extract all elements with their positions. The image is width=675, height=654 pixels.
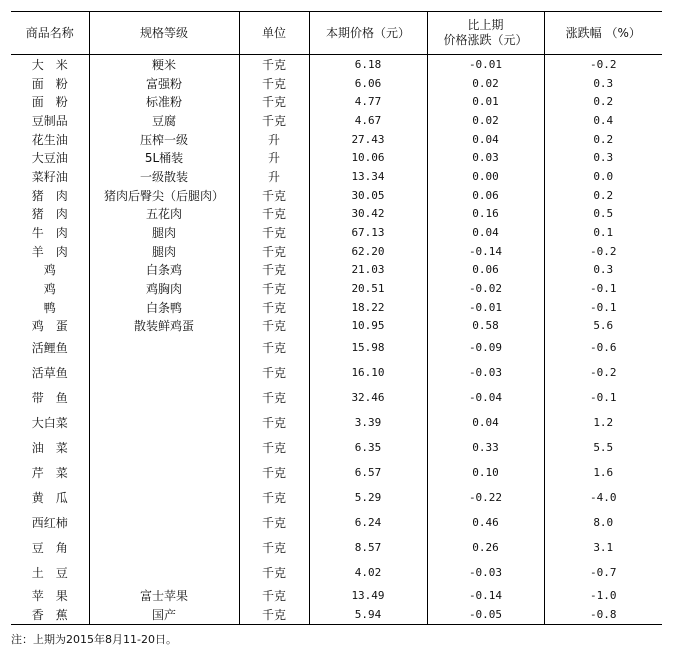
header-name: 商品名称 bbox=[11, 12, 89, 55]
table-row bbox=[11, 261, 662, 280]
cell-unit: 升 bbox=[239, 167, 309, 186]
cell-change: -0.14 bbox=[427, 242, 544, 261]
cell-name: 芹 菜 bbox=[11, 460, 89, 485]
cell-change: 0.01 bbox=[427, 92, 544, 111]
cell-price: 4.67 bbox=[309, 111, 427, 130]
table-row bbox=[11, 385, 662, 410]
cell-pct: -0.2 bbox=[590, 366, 617, 380]
cell-unit: 升 bbox=[239, 148, 309, 167]
cell-unit: 千克 bbox=[239, 242, 309, 261]
cell-unit: 千克 bbox=[239, 279, 309, 298]
table-row bbox=[11, 111, 662, 130]
cell-spec: 五花肉 bbox=[89, 205, 239, 224]
cell-pct: -0.2 bbox=[590, 57, 617, 71]
cell-name: 羊 肉 bbox=[11, 242, 89, 261]
cell-unit: 千克 bbox=[239, 111, 309, 130]
cell-pct: 0.3 bbox=[593, 151, 614, 165]
cell-spec: 豆腐 bbox=[89, 111, 239, 130]
cell-spec: 鸡胸肉 bbox=[89, 279, 239, 298]
cell-change: 0.04 bbox=[427, 130, 544, 149]
cell-price: 3.39 bbox=[309, 410, 427, 435]
cell-price: 13.49 bbox=[309, 585, 427, 605]
cell-spec: 压榨一级 bbox=[89, 130, 239, 149]
cell-change: 0.02 bbox=[427, 111, 544, 130]
cell-price: 6.18 bbox=[309, 55, 427, 74]
cell-price: 13.34 bbox=[309, 167, 427, 186]
cell-price: 8.57 bbox=[309, 535, 427, 560]
cell-price: 6.06 bbox=[309, 74, 427, 93]
cell-price: 27.43 bbox=[309, 130, 427, 149]
cell-change: 0.04 bbox=[427, 223, 544, 242]
cell-pct: 0.2 bbox=[593, 188, 614, 202]
cell-spec: 国产 bbox=[89, 605, 239, 625]
cell-name: 菜籽油 bbox=[11, 167, 89, 186]
cell-change: -0.03 bbox=[427, 360, 544, 385]
cell-pct: -0.8 bbox=[544, 605, 662, 625]
cell-change: -0.14 bbox=[427, 585, 544, 605]
footnote: 注：上期为2015年8月11-20日。 bbox=[11, 633, 177, 646]
cell-unit: 千克 bbox=[239, 535, 309, 560]
cell-change: -0.01 bbox=[427, 298, 544, 317]
table-row bbox=[11, 205, 662, 224]
table-row bbox=[11, 242, 662, 261]
cell-change: 0.06 bbox=[427, 261, 544, 280]
cell-unit: 千克 bbox=[239, 510, 309, 535]
cell-spec bbox=[89, 410, 239, 435]
cell-spec: 散装鲜鸡蛋 bbox=[89, 317, 239, 336]
cell-name: 牛 肉 bbox=[11, 223, 89, 242]
cell-spec: 一级散装 bbox=[89, 167, 239, 186]
table-row bbox=[11, 279, 662, 298]
cell-pct: 0.1 bbox=[593, 226, 614, 240]
cell-spec: 标准粉 bbox=[89, 92, 239, 111]
cell-price: 32.46 bbox=[309, 385, 427, 410]
cell-name: 面 粉 bbox=[11, 74, 89, 93]
table-row bbox=[11, 223, 662, 242]
table-row bbox=[11, 485, 662, 510]
cell-pct: 5.5 bbox=[593, 441, 614, 455]
cell-spec: 富强粉 bbox=[89, 74, 239, 93]
cell-change: 0.46 bbox=[427, 510, 544, 535]
cell-price: 15.98 bbox=[309, 335, 427, 360]
cell-price: 6.57 bbox=[309, 460, 427, 485]
cell-pct: 8.0 bbox=[593, 516, 614, 530]
cell-pct: -0.1 bbox=[590, 300, 617, 314]
cell-spec bbox=[89, 385, 239, 410]
cell-change: -0.04 bbox=[427, 385, 544, 410]
cell-change: 0.16 bbox=[427, 205, 544, 224]
table-row bbox=[11, 535, 662, 560]
table-row bbox=[11, 148, 662, 167]
cell-spec: 5L桶装 bbox=[89, 148, 239, 167]
cell-pct: 5.6 bbox=[593, 319, 614, 333]
cell-name: 西红柿 bbox=[11, 510, 89, 535]
cell-price: 21.03 bbox=[309, 261, 427, 280]
table-row bbox=[11, 130, 662, 149]
cell-price: 4.02 bbox=[309, 560, 427, 585]
cell-unit: 升 bbox=[239, 130, 309, 149]
cell-change: 0.04 bbox=[427, 410, 544, 435]
cell-price: 18.22 bbox=[309, 298, 427, 317]
cell-unit: 千克 bbox=[239, 605, 309, 625]
table-row bbox=[11, 167, 662, 186]
cell-change: -0.09 bbox=[427, 335, 544, 360]
cell-unit: 千克 bbox=[239, 360, 309, 385]
cell-pct: -0.1 bbox=[590, 391, 617, 405]
cell-pct: 0.3 bbox=[593, 76, 614, 90]
cell-pct: 0.3 bbox=[593, 263, 614, 277]
cell-change: -0.05 bbox=[427, 605, 544, 625]
cell-spec bbox=[89, 460, 239, 485]
table-row bbox=[11, 335, 662, 360]
table-row bbox=[11, 435, 662, 460]
cell-change: 0.33 bbox=[427, 435, 544, 460]
cell-name: 豆制品 bbox=[11, 111, 89, 130]
table-row bbox=[11, 605, 662, 625]
cell-change: 0.06 bbox=[427, 186, 544, 205]
cell-unit: 千克 bbox=[239, 585, 309, 605]
cell-spec bbox=[89, 435, 239, 460]
cell-unit: 千克 bbox=[239, 460, 309, 485]
cell-unit: 千克 bbox=[239, 298, 309, 317]
table-row bbox=[11, 510, 662, 535]
cell-change: -0.03 bbox=[427, 560, 544, 585]
cell-spec bbox=[89, 360, 239, 385]
header-unit: 单位 bbox=[239, 12, 309, 55]
cell-spec bbox=[89, 535, 239, 560]
table-row bbox=[11, 460, 662, 485]
cell-name: 油 菜 bbox=[11, 435, 89, 460]
cell-pct: -0.6 bbox=[590, 341, 617, 355]
cell-price: 5.94 bbox=[309, 605, 427, 625]
cell-name: 面 粉 bbox=[11, 92, 89, 111]
cell-pct: -0.7 bbox=[590, 566, 617, 580]
cell-price: 20.51 bbox=[309, 279, 427, 298]
cell-price: 4.77 bbox=[309, 92, 427, 111]
cell-change: -0.01 bbox=[427, 55, 544, 74]
cell-price: 30.05 bbox=[309, 186, 427, 205]
cell-spec: 白条鸡 bbox=[89, 261, 239, 280]
cell-name: 大白菜 bbox=[11, 410, 89, 435]
cell-name: 大豆油 bbox=[11, 148, 89, 167]
table-row bbox=[11, 55, 662, 74]
cell-name: 花生油 bbox=[11, 130, 89, 149]
header-pct: 涨跌幅 （%） bbox=[544, 12, 662, 55]
cell-pct: -1.0 bbox=[590, 588, 617, 602]
header-change bbox=[427, 12, 544, 55]
cell-name: 鸡 bbox=[11, 261, 89, 280]
cell-pct: 0.5 bbox=[593, 207, 614, 221]
cell-spec: 白条鸭 bbox=[89, 298, 239, 317]
cell-pct: -4.0 bbox=[590, 491, 617, 505]
cell-name: 黄 瓜 bbox=[11, 485, 89, 510]
cell-price: 16.10 bbox=[309, 360, 427, 385]
header-spec: 规格等级 bbox=[89, 12, 239, 55]
cell-name: 土 豆 bbox=[11, 560, 89, 585]
cell-change: -0.02 bbox=[427, 279, 544, 298]
table-row bbox=[11, 186, 662, 205]
cell-spec bbox=[89, 485, 239, 510]
table-header-row bbox=[11, 12, 662, 55]
cell-price: 30.42 bbox=[309, 205, 427, 224]
cell-price: 6.35 bbox=[309, 435, 427, 460]
cell-change: 0.00 bbox=[427, 167, 544, 186]
cell-name: 鸡 蛋 bbox=[11, 317, 89, 336]
cell-pct: -0.2 bbox=[590, 244, 617, 258]
cell-change: 0.58 bbox=[427, 317, 544, 336]
table-row bbox=[11, 92, 662, 111]
cell-unit: 千克 bbox=[239, 435, 309, 460]
cell-change: 0.02 bbox=[427, 74, 544, 93]
cell-pct: 0.4 bbox=[593, 113, 614, 127]
table-row bbox=[11, 317, 662, 336]
table-row bbox=[11, 360, 662, 385]
cell-name: 鸭 bbox=[11, 298, 89, 317]
cell-spec bbox=[89, 560, 239, 585]
cell-price: 6.24 bbox=[309, 510, 427, 535]
cell-pct: 0.0 bbox=[593, 169, 614, 183]
cell-name: 香 蕉 bbox=[11, 605, 89, 625]
cell-unit: 千克 bbox=[239, 261, 309, 280]
cell-unit: 千克 bbox=[239, 485, 309, 510]
cell-spec: 腿肉 bbox=[89, 223, 239, 242]
cell-unit: 千克 bbox=[239, 335, 309, 360]
table-row bbox=[11, 560, 662, 585]
cell-name: 猪 肉 bbox=[11, 205, 89, 224]
cell-name: 带 鱼 bbox=[11, 385, 89, 410]
cell-pct: 1.2 bbox=[593, 416, 614, 430]
cell-spec: 粳米 bbox=[89, 55, 239, 74]
cell-name: 活草鱼 bbox=[11, 360, 89, 385]
cell-name: 活鲤鱼 bbox=[11, 335, 89, 360]
cell-unit: 千克 bbox=[239, 317, 309, 336]
cell-unit: 千克 bbox=[239, 385, 309, 410]
cell-pct: 1.6 bbox=[593, 466, 614, 480]
cell-name: 大 米 bbox=[11, 55, 89, 74]
cell-price: 67.13 bbox=[309, 223, 427, 242]
table-body bbox=[11, 55, 662, 625]
cell-price: 5.29 bbox=[309, 485, 427, 510]
cell-spec bbox=[89, 335, 239, 360]
cell-name: 鸡 bbox=[11, 279, 89, 298]
cell-change: 0.10 bbox=[427, 460, 544, 485]
cell-unit: 千克 bbox=[239, 186, 309, 205]
cell-unit: 千克 bbox=[239, 55, 309, 74]
table-row bbox=[11, 298, 662, 317]
cell-unit: 千克 bbox=[239, 410, 309, 435]
cell-price: 10.95 bbox=[309, 317, 427, 336]
cell-unit: 千克 bbox=[239, 223, 309, 242]
cell-spec bbox=[89, 510, 239, 535]
cell-pct: 0.2 bbox=[593, 132, 614, 146]
price-table bbox=[11, 11, 662, 625]
table-row bbox=[11, 410, 662, 435]
cell-name: 苹 果 bbox=[11, 585, 89, 605]
header-price: 本期价格（元） bbox=[309, 12, 427, 55]
cell-pct: 0.2 bbox=[593, 95, 614, 109]
header-change-line2: 价格涨跌（元） bbox=[443, 33, 528, 47]
cell-unit: 千克 bbox=[239, 74, 309, 93]
cell-unit: 千克 bbox=[239, 560, 309, 585]
header-change-line1: 比上期 bbox=[467, 18, 504, 32]
table-row bbox=[11, 74, 662, 93]
cell-price: 62.20 bbox=[309, 242, 427, 261]
table-row bbox=[11, 585, 662, 605]
cell-change: -0.22 bbox=[427, 485, 544, 510]
cell-name: 豆 角 bbox=[11, 535, 89, 560]
cell-pct: -0.1 bbox=[590, 282, 617, 296]
cell-spec: 猪肉后臀尖（后腿肉） bbox=[89, 186, 239, 205]
cell-spec: 富士苹果 bbox=[89, 585, 239, 605]
cell-change: 0.03 bbox=[427, 148, 544, 167]
cell-pct: 3.1 bbox=[593, 541, 614, 555]
price-table-container bbox=[11, 11, 662, 625]
cell-price: 10.06 bbox=[309, 148, 427, 167]
cell-spec: 腿肉 bbox=[89, 242, 239, 261]
cell-unit: 千克 bbox=[239, 205, 309, 224]
cell-unit: 千克 bbox=[239, 92, 309, 111]
cell-change: 0.26 bbox=[427, 535, 544, 560]
cell-name: 猪 肉 bbox=[11, 186, 89, 205]
